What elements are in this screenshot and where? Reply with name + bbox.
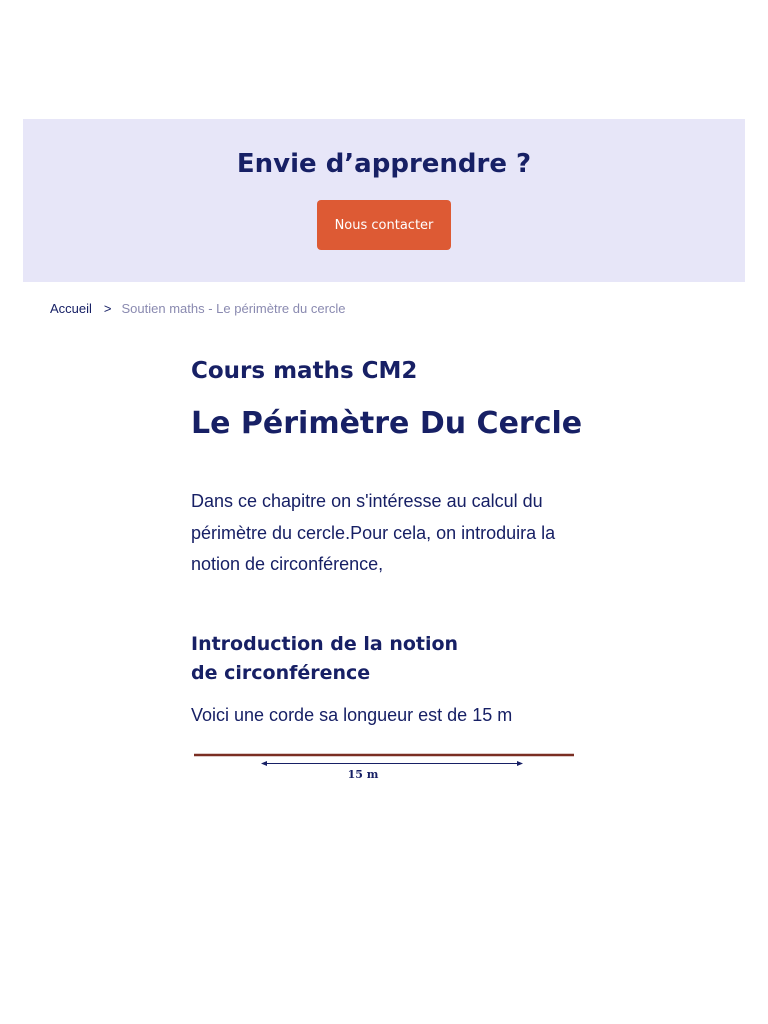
breadcrumb (50, 301, 346, 316)
breadcrumb-current: Soutien maths - Le périmètre du cercle (121, 301, 346, 316)
arrow-head-right (517, 761, 523, 766)
banner-title: Envie d’apprendre ? (236, 149, 532, 179)
measure-label: 15 m (347, 768, 379, 781)
section-heading: Introduction de la notion de circonférence (191, 633, 459, 684)
contact-button[interactable]: Nous contacter (317, 200, 451, 250)
rope-figure (191, 745, 577, 785)
section-paragraph: Voici une corde sa longueur est de 15 m (191, 705, 513, 725)
contact-banner (23, 119, 745, 282)
breadcrumb-home-link[interactable]: Accueil (50, 301, 92, 316)
page-title: Le Périmètre Du Cercle (191, 406, 583, 441)
course-label: Cours maths CM2 (191, 358, 418, 384)
arrow-head-left (261, 761, 267, 766)
breadcrumb-separator: > (103, 301, 112, 316)
intro-paragraph: Dans ce chapitre on s'intéresse au calcul du périmètre du cercle.Pour cela, on introduira la notion de circonférence, (191, 491, 556, 574)
